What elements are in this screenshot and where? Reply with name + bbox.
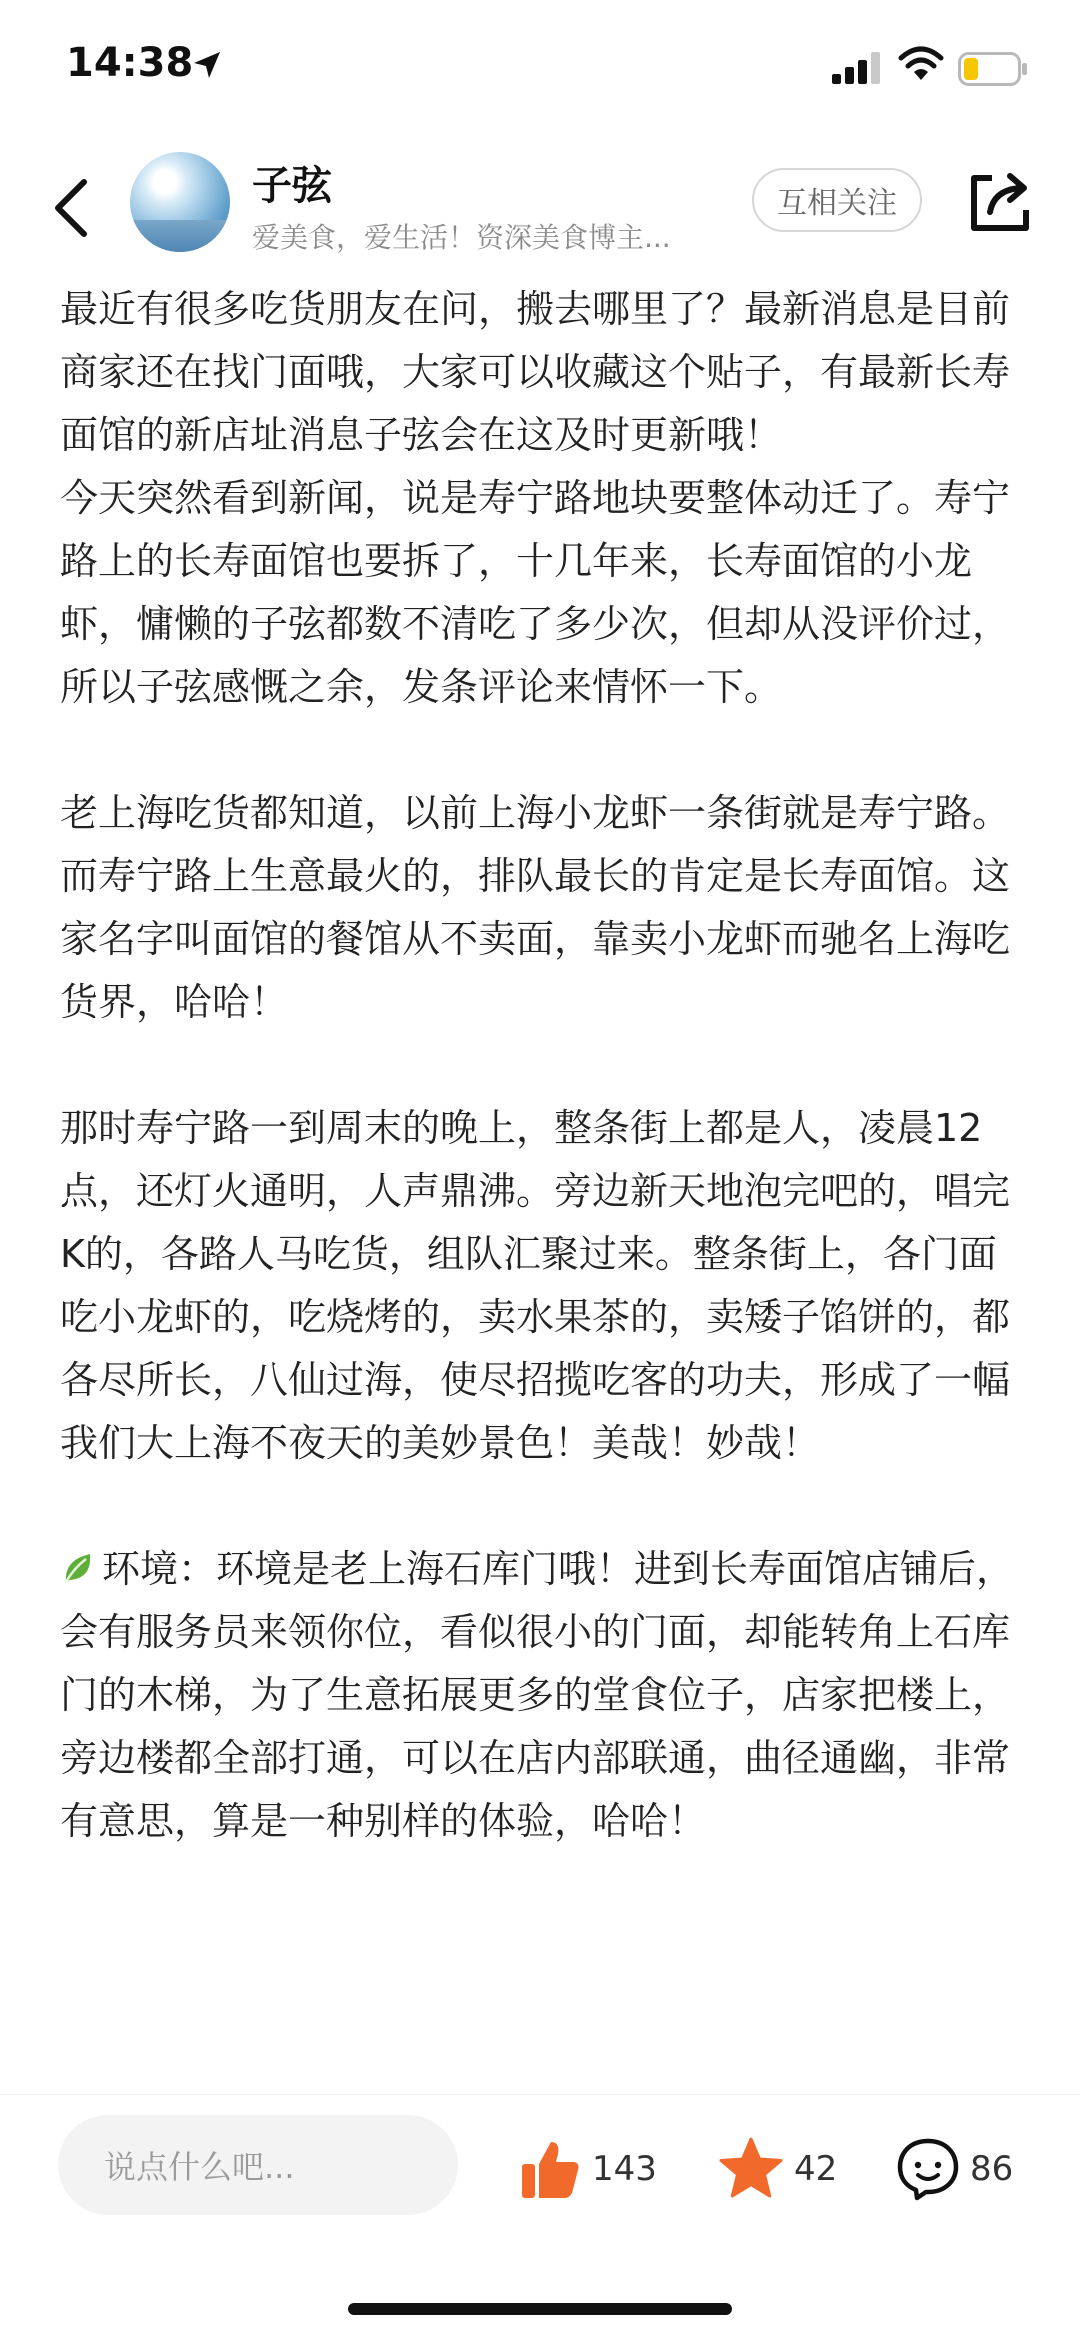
home-indicator[interactable]: [348, 2303, 732, 2315]
paragraph: 今天突然看到新闻，说是寿宁路地块要整体动迁了。寿宁路上的长寿面馆也要拆了，十几年来，长寿面馆的小龙虾，慵懒的子弦都数不清吃了多少次，但却从没评价过，所以子弦感慨之余，发条评论来情怀一下。: [60, 476, 1011, 709]
like-count: 143: [592, 2149, 657, 2189]
back-icon[interactable]: [44, 168, 104, 248]
comment-bubble-icon: [896, 2137, 960, 2201]
signal-icon: [832, 52, 884, 84]
comment-input[interactable]: 说点什么吧...: [58, 2115, 458, 2215]
author-name[interactable]: 子弦: [252, 163, 332, 209]
favorite-button[interactable]: [718, 2129, 837, 2209]
battery-icon: [958, 52, 1028, 86]
bottom-action-bar: [0, 2094, 1080, 2338]
post-content: [60, 278, 1030, 1853]
follow-status-button[interactable]: 互相关注: [752, 168, 922, 232]
share-icon[interactable]: [966, 166, 1036, 236]
favorite-count: 42: [794, 2149, 838, 2189]
thumbs-up-icon: [520, 2138, 582, 2200]
status-bar: [0, 0, 1080, 135]
comment-button[interactable]: [896, 2129, 1013, 2209]
paragraph: 那时寿宁路一到周末的晚上，整条街上都是人，凌晨12点，还灯火通明，人声鼎沸。旁边新天地泡完吧的，唱完K的，各路人马吃货，组队汇聚过来。整条街上，各门面吃小龙虾的，吃烧烤的，卖水果茶的，卖矮子馅饼的，都各尽所长，八仙过海，使尽招揽吃客的功夫，形成了一幅我们大上海不夜天的美妙景色！美哉！妙哉！: [60, 1106, 1011, 1465]
paragraph: 最近有很多吃货朋友在问，搬去哪里了？最新消息是目前商家还在找门面哦，大家可以收藏这个贴子，有最新长寿面馆的新店址消息子弦会在这及时更新哦！: [60, 287, 1011, 457]
paragraph-text: 环境：环境是老上海石库门哦！进到长寿面馆店铺后，会有服务员来领你位，看似很小的门面，却能转角上石库门的木梯，为了生意拓展更多的堂食位子，店家把楼上，旁边楼都全部打通，可以在店内部联通，曲径通幽，非常有意思，算是一种别样的体验，哈哈！: [60, 1547, 1015, 1843]
status-time: 14:38: [66, 40, 194, 86]
author-bio: 爱美食，爱生活！资深美食博主...: [252, 221, 671, 254]
location-arrow-icon: [190, 48, 224, 82]
wifi-icon: [898, 46, 944, 82]
leaf-icon: [60, 1550, 96, 1586]
post-header: [0, 140, 1080, 270]
like-button[interactable]: [520, 2129, 657, 2209]
paragraph: 老上海吃货都知道，以前上海小龙虾一条街就是寿宁路。而寿宁路上生意最火的，排队最长的肯定是长寿面馆。这家名字叫面馆的餐馆从不卖面，靠卖小龙虾而驰名上海吃货界，哈哈！: [60, 791, 1011, 1024]
star-icon: [718, 2137, 784, 2201]
avatar[interactable]: [130, 152, 230, 252]
paragraph-environment: [60, 1538, 1030, 1853]
comment-count: 86: [970, 2149, 1014, 2189]
